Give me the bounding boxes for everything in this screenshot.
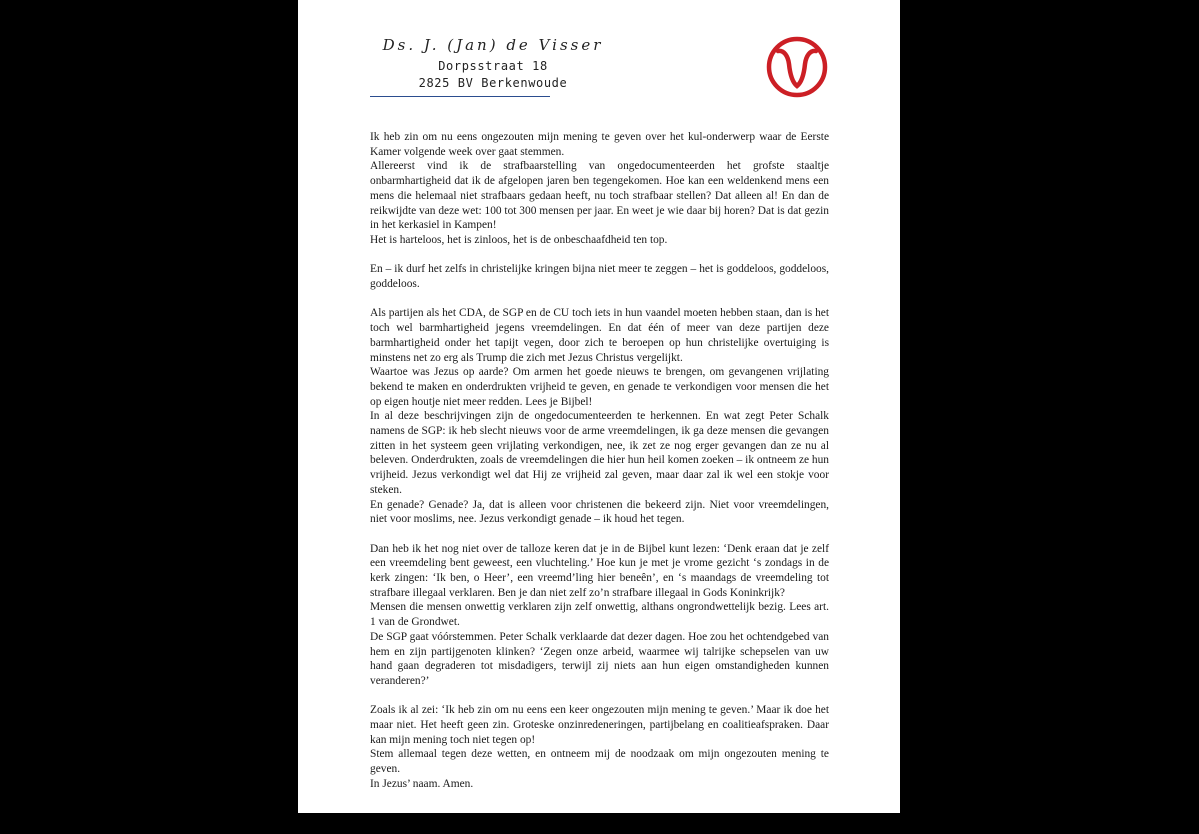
letter-paragraph: Waartoe was Jezus op aarde? Om armen het goede nieuws te brengen, om gevangenen vrijlating bekend te maken en onderdrukten vrijheid te geven, en genade te verkondigen voor mensen die het op eigen houtje niet meer redden. Lees je Bijbel! [370, 366, 829, 408]
letter-paragraph: Zoals ik al zei: ‘Ik heb zin om nu eens een keer ongezouten mijn mening te geven.’ Maar ik doe het maar niet. Het heeft geen zin. Groteske onzinredeneringen, partijbelang en coalitieafspraken. Daar kan mijn mening toch niet tegen op! [370, 704, 829, 746]
letter-paragraph: En – ik durf het zelfs in christelijke kringen bijna niet meer te zeggen – het is goddeloos, goddeloos, goddeloos. [370, 263, 829, 291]
letter-paragraph: Mensen die mensen onwettig verklaren zijn zelf onwettig, althans ongrondwettelijk bezig. Lees art. 1 van de Grondwet. [370, 601, 829, 629]
paragraph-gap [370, 248, 829, 263]
letter-body [370, 130, 829, 792]
letter-paragraph: Het is harteloos, het is zinloos, het is de onbeschaafdheid ten top. [370, 233, 668, 246]
letter-paragraph: En genade? Genade? Ja, dat is alleen voor christenen die bekeerd zijn. Niet voor vreemdelingen, niet voor moslims, nee. Jezus verkondigt genade – ik houd het tegen. [370, 498, 829, 526]
letter-paragraph: Stem allemaal tegen deze wetten, en ontneem mij de noodzaak om mijn ongezouten mening te geven. [370, 748, 829, 776]
sender-street: Dorpsstraat 18 [438, 59, 548, 73]
paragraph-gap [370, 527, 829, 542]
letterhead [368, 36, 618, 90]
sender-city: 2825 BV Berkenwoude [418, 76, 568, 90]
letter-paragraph: Ik heb zin om nu eens ongezouten mijn mening te geven over het kul-onderwerp waar de Eerste Kamer volgende week over gaat stemmen. [370, 131, 829, 158]
paragraph-gap [370, 689, 829, 704]
letter-paragraph: Dan heb ik het nog niet over de talloze keren dat je in de Bijbel kunt lezen: ‘Denk eraan dat je zelf een vreemdeling bent geweest, een vluchteling.’ Hoe kun je met je vrome gezicht ‘s zondags in de kerk zingen: ‘Ik ben, o Heer’, een vreemd’ling hier beneên’, en ‘s maandags de vreemdeling tot strafbare illegaal verklaren. Ben je dan niet zelf zo’n strafbare illegaal in Gods Koninkrijk? [370, 542, 829, 599]
sender-name: Ds. J. (Jan) de Visser [382, 36, 604, 54]
letter-page [298, 0, 900, 813]
monogram-logo-icon [766, 36, 828, 98]
letterhead-rule [370, 96, 550, 97]
letter-paragraph: Allereerst vind ik de strafbaarstelling van ongedocumenteerden het grofste staaltje onbarmhartigheid dat ik de afgelopen jaren ben tegengekomen. Hoe kan een weldenkend mens een mens die helemaal niet strafbaars gedaan heeft, nu toch strafbaar stellen? Dat alleen al! En dan de reikwijdte van deze wet: 100 tot 300 mensen per jaar. En weet je wie daar bij horen? Dat is dat gezin in het kerkasiel in Kampen! [370, 160, 829, 232]
letter-paragraph: De SGP gaat vóórstemmen. Peter Schalk verklaarde dat dezer dagen. Hoe zou het ochtendgebed van hem en zijn partijgenoten klinken? ‘Zegen onze arbeid, waarmee wij talrijke schepselen van uw hand gaan degraderen tot misdadigers, terwijl zij niets aan hun eigen omstandigheden kunnen veranderen?’ [370, 630, 829, 687]
paragraph-gap [370, 292, 829, 307]
letter-paragraph: Als partijen als het CDA, de SGP en de CU toch iets in hun vaandel moeten hebben staan, dan is het toch wel barmhartigheid jegens vreemdelingen. En dat één of meer van deze partijen deze barmhartigheid onder het tapijt vegen, door zich te beroepen op hun christelijke overtuiging is minstens net zo erg als Trump die zich met Jezus Christus vergelijkt. [370, 307, 829, 364]
letter-paragraph: In al deze beschrijvingen zijn de ongedocumenteerden te herkennen. En wat zegt Peter Schalk namens de SGP: ik heb slecht nieuws voor de arme vreemdelingen, ik ga deze mensen die gevangen zitten in het systeem geen vrijlating verkondigen, nee, ik zet ze nog erger gevangen dan ze nu al beleven. Onderdrukten, zoals de vreemdelingen die hier hun heil komen zoeken – ik ontneem ze hun vrijheid. Jezus verkondigt wel dat Hij ze vrijheid zal geven, maar daar zal ik wel een stokje voor steken. [370, 410, 829, 496]
letter-paragraph: In Jezus’ naam. Amen. [370, 777, 474, 790]
